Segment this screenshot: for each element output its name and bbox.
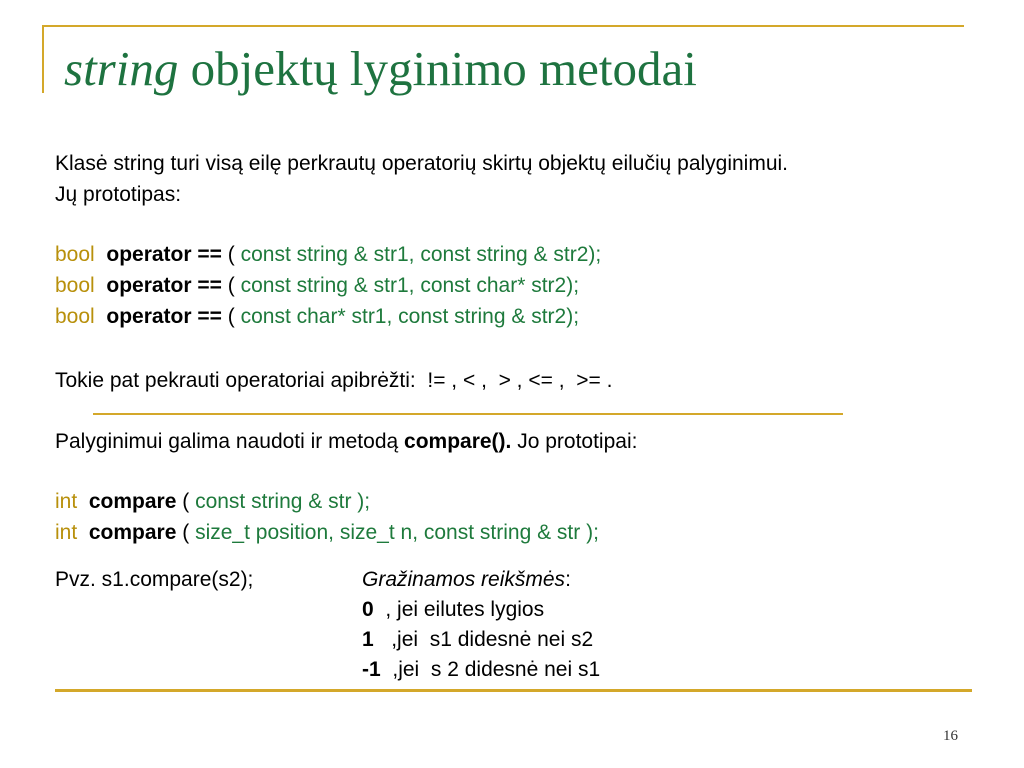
compare-intro-after: Jo prototipai: bbox=[511, 430, 638, 453]
paren: ( bbox=[176, 521, 196, 544]
compare-prototype-2 bbox=[55, 521, 599, 545]
prototype-1 bbox=[55, 243, 601, 267]
method-name: compare bbox=[88, 521, 177, 544]
title-italic: string bbox=[64, 41, 179, 96]
return-value: 0 bbox=[362, 598, 374, 621]
page-number: 16 bbox=[943, 728, 958, 744]
compare-prototype-1 bbox=[55, 490, 370, 514]
prototype-2 bbox=[55, 274, 579, 298]
returns-heading bbox=[362, 568, 571, 592]
return-value: 1 bbox=[362, 628, 374, 651]
type-keyword: int bbox=[55, 521, 78, 544]
operator-name: operator == bbox=[106, 243, 222, 266]
prototype-args: const string & str ); bbox=[195, 490, 371, 513]
return-desc: , jei eilutes lygios bbox=[373, 598, 545, 621]
prototype-args: const string & str1, const string & str2); bbox=[240, 243, 602, 266]
type-keyword: bool bbox=[55, 305, 95, 328]
title-rest: objektų lyginimo metodai bbox=[190, 41, 697, 96]
compare-intro-text: Palyginimui galima naudoti ir metodą bbox=[55, 430, 405, 453]
method-name: compare bbox=[88, 490, 177, 513]
example-line: Pvz. s1.compare(s2); bbox=[55, 568, 254, 591]
frame-left-line bbox=[42, 25, 44, 93]
paren: ( bbox=[221, 243, 241, 266]
paren: ( bbox=[221, 305, 241, 328]
return-desc: ,jei s 2 didesnė nei s1 bbox=[380, 658, 601, 681]
operator-name: operator == bbox=[106, 305, 222, 328]
compare-intro bbox=[55, 430, 637, 454]
frame-top-line bbox=[42, 25, 964, 27]
separator-line bbox=[93, 413, 843, 415]
returns-heading-text: Gražinamos reikšmės bbox=[362, 568, 566, 591]
type-keyword: int bbox=[55, 490, 78, 513]
return-desc: ,jei s1 didesnė nei s2 bbox=[373, 628, 594, 651]
return-value-item bbox=[362, 598, 544, 622]
prototype-args: const char* str1, const string & str2); bbox=[240, 305, 580, 328]
prototype-args: const string & str1, const char* str2); bbox=[240, 274, 580, 297]
return-value: -1 bbox=[362, 658, 381, 681]
paren: ( bbox=[176, 490, 196, 513]
prototype-3 bbox=[55, 305, 579, 329]
other-operators-line: Tokie pat pekrauti operatoriai apibrėžti: != , < , > , <= , >= . bbox=[55, 369, 613, 392]
compare-method-name: compare(). bbox=[404, 430, 512, 453]
intro-line-1: Klasė string turi visą eilę perkrautų operatorių skirtų objektų eilučių palyginimui. bbox=[55, 152, 789, 175]
slide-title bbox=[64, 42, 697, 96]
return-value-item bbox=[362, 628, 593, 652]
operator-name: operator == bbox=[106, 274, 222, 297]
prototype-args: size_t position, size_t n, const string & str ); bbox=[195, 521, 599, 544]
bottom-rule bbox=[55, 689, 972, 692]
returns-colon: : bbox=[565, 568, 571, 591]
intro-line-2: Jų prototipas: bbox=[55, 183, 182, 206]
type-keyword: bool bbox=[55, 274, 95, 297]
paren: ( bbox=[221, 274, 241, 297]
type-keyword: bool bbox=[55, 243, 95, 266]
return-value-item bbox=[362, 658, 600, 682]
